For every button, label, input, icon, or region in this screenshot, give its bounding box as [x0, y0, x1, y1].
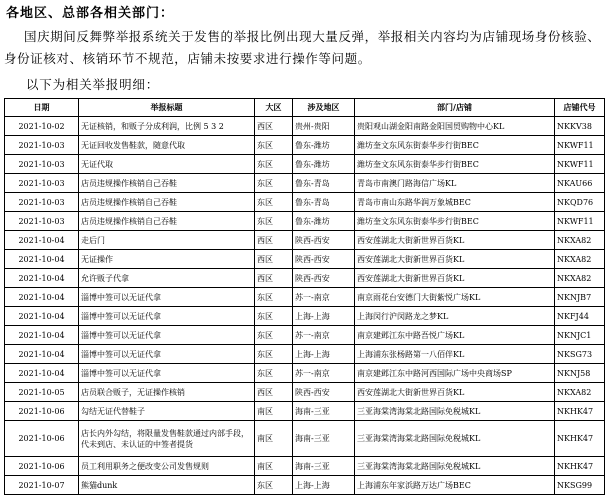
- cell-area: 苏一-南京: [293, 288, 355, 307]
- header-area: 涉及地区: [293, 99, 355, 117]
- table-row: [5, 155, 605, 174]
- table-row: [5, 457, 605, 476]
- header-title: 举报标题: [79, 99, 255, 117]
- table-row: [5, 307, 605, 326]
- cell-title: 店员违规操作核销自己吞鞋: [79, 212, 255, 231]
- cell-title: 允许贩子代拿: [79, 269, 255, 288]
- table-row: [5, 383, 605, 402]
- cell-region: 东区: [255, 364, 293, 383]
- header-region: 大区: [255, 99, 293, 117]
- cell-store: 潍坊奎文东风东街泰华步行街BEC: [355, 155, 555, 174]
- cell-store-code: NKKV38: [555, 117, 605, 136]
- cell-date: 2021-10-03: [5, 136, 79, 155]
- table-row: [5, 326, 605, 345]
- cell-title: 勾结无证代替鞋子: [79, 402, 255, 421]
- cell-region: 西区: [255, 269, 293, 288]
- cell-date: 2021-10-03: [5, 174, 79, 193]
- cell-store: 西安莲湖北大街新世界百货KL: [355, 250, 555, 269]
- cell-store-code: NKXA82: [555, 250, 605, 269]
- cell-date: 2021-10-04: [5, 231, 79, 250]
- report-table: [4, 98, 605, 495]
- cell-title: 熊猫dunk: [79, 476, 255, 495]
- cell-region: 东区: [255, 345, 293, 364]
- table-row: [5, 345, 605, 364]
- cell-region: 东区: [255, 155, 293, 174]
- cell-area: 苏一-南京: [293, 326, 355, 345]
- cell-store-code: NKAU66: [555, 174, 605, 193]
- cell-region: 西区: [255, 117, 293, 136]
- cell-store-code: NKSG73: [555, 345, 605, 364]
- cell-store-code: NKXA82: [555, 231, 605, 250]
- table-row: [5, 117, 605, 136]
- cell-date: 2021-10-06: [5, 402, 79, 421]
- cell-date: 2021-10-04: [5, 345, 79, 364]
- cell-store-code: NKQD76: [555, 193, 605, 212]
- cell-title: 无证核销，和贩子分成利润，比例 5 3 2: [79, 117, 255, 136]
- cell-region: 东区: [255, 288, 293, 307]
- cell-area: 鲁东-潍坊: [293, 155, 355, 174]
- cell-region: 西区: [255, 231, 293, 250]
- cell-store: 南京建邺江东中路吾悦广场KL: [355, 326, 555, 345]
- cell-store-code: NKNJC1: [555, 326, 605, 345]
- header-store-code: 店铺代号: [555, 99, 605, 117]
- cell-date: 2021-10-02: [5, 117, 79, 136]
- cell-store-code: NKFJ44: [555, 307, 605, 326]
- cell-region: 东区: [255, 174, 293, 193]
- cell-area: 鲁东-青岛: [293, 193, 355, 212]
- cell-date: 2021-10-06: [5, 457, 79, 476]
- cell-date: 2021-10-04: [5, 250, 79, 269]
- cell-store: 三亚海棠湾海棠北路国际免税城KL: [355, 457, 555, 476]
- cell-store: 三亚海棠湾海棠北路国际免税城KL: [355, 402, 555, 421]
- cell-store-code: NKXA82: [555, 269, 605, 288]
- cell-store: 西安莲湖北大街新世界百货KL: [355, 383, 555, 402]
- cell-area: 鲁东-潍坊: [293, 136, 355, 155]
- cell-title: 店长内外勾结，将限量发售鞋款通过内部手段，代未到店、未认证的中签者提货: [79, 421, 255, 457]
- table-row: [5, 269, 605, 288]
- table-row: [5, 212, 605, 231]
- cell-title: 淄博中签可以无证代拿: [79, 326, 255, 345]
- cell-store: 南京雨花台安德门大街紫悦广场KL: [355, 288, 555, 307]
- cell-date: 2021-10-07: [5, 476, 79, 495]
- cell-title: 淄博中签可以无证代拿: [79, 288, 255, 307]
- cell-store-code: NKHK47: [555, 402, 605, 421]
- cell-title: 店员违规操作核销自己吞鞋: [79, 193, 255, 212]
- cell-store: 西安莲湖北大街新世界百货KL: [355, 231, 555, 250]
- cell-date: 2021-10-03: [5, 193, 79, 212]
- header-date: 日期: [5, 99, 79, 117]
- notice-heading: 各地区、总部各相关部门：: [6, 6, 175, 21]
- table-row: [5, 364, 605, 383]
- cell-area: 陕西-西安: [293, 231, 355, 250]
- table-row: [5, 476, 605, 495]
- table-row: [5, 174, 605, 193]
- table-row: [5, 193, 605, 212]
- cell-date: 2021-10-04: [5, 269, 79, 288]
- cell-store: 潍坊奎文东风东街泰华步行街BEC: [355, 212, 555, 231]
- cell-store: 西安莲湖北大街新世界百货KL: [355, 269, 555, 288]
- cell-store-code: NKWF11: [555, 212, 605, 231]
- cell-date: 2021-10-03: [5, 155, 79, 174]
- cell-area: 鲁东-潍坊: [293, 212, 355, 231]
- cell-date: 2021-10-04: [5, 326, 79, 345]
- cell-store: 潍坊奎文东风东街泰华步行街BEC: [355, 136, 555, 155]
- cell-area: 陕西-西安: [293, 383, 355, 402]
- cell-store: 青岛市南山东路华润万象城BEC: [355, 193, 555, 212]
- cell-store: 青岛市南澳门路海信广场KL: [355, 174, 555, 193]
- cell-title: 店员违规操作核销自己吞鞋: [79, 174, 255, 193]
- cell-region: 东区: [255, 193, 293, 212]
- cell-area: 鲁东-青岛: [293, 174, 355, 193]
- cell-region: 西区: [255, 383, 293, 402]
- cell-region: 东区: [255, 307, 293, 326]
- cell-region: 东区: [255, 212, 293, 231]
- cell-title: 无证代取: [79, 155, 255, 174]
- cell-region: 东区: [255, 476, 293, 495]
- cell-store: 三亚海棠湾海棠北路国际免税城KL: [355, 421, 555, 457]
- table-row: [5, 231, 605, 250]
- notice-paragraph: 国庆期间反舞弊举报系统关于发售的举报比例出现大量反弹，举报相关内容均为店铺现场身份核验、身份证核对、核销环节不规范，店铺未按要求进行操作等问题。: [4, 29, 601, 66]
- cell-area: 贵州-贵阳: [293, 117, 355, 136]
- cell-region: 南区: [255, 457, 293, 476]
- cell-title: 无证操作: [79, 250, 255, 269]
- cell-area: 海南-三亚: [293, 402, 355, 421]
- cell-area: 上海-上海: [293, 307, 355, 326]
- cell-area: 陕西-西安: [293, 250, 355, 269]
- cell-region: 南区: [255, 402, 293, 421]
- table-row: [5, 288, 605, 307]
- table-row: [5, 250, 605, 269]
- cell-title: 无证回收发售鞋款，随意代取: [79, 136, 255, 155]
- table-row: [5, 421, 605, 457]
- table-intro: 以下为相关举报明细：: [26, 77, 160, 92]
- cell-area: 陕西-西安: [293, 269, 355, 288]
- cell-store: 南京建邺江东中路河西国际广场中央商场SP: [355, 364, 555, 383]
- cell-area: 苏一-南京: [293, 364, 355, 383]
- cell-area: 上海-上海: [293, 345, 355, 364]
- cell-title: 淄博中签可以无证代拿: [79, 345, 255, 364]
- cell-store-code: NKNJ58: [555, 364, 605, 383]
- cell-area: 海南-三亚: [293, 457, 355, 476]
- cell-title: 走后门: [79, 231, 255, 250]
- cell-store-code: NKXA82: [555, 383, 605, 402]
- cell-region: 东区: [255, 136, 293, 155]
- cell-store-code: NKNJB7: [555, 288, 605, 307]
- cell-store-code: NKHK47: [555, 421, 605, 457]
- cell-store: 上海浦东张杨路第一八佰伴KL: [355, 345, 555, 364]
- cell-title: 淄博中签可以无证代拿: [79, 364, 255, 383]
- cell-date: 2021-10-04: [5, 307, 79, 326]
- cell-date: 2021-10-04: [5, 364, 79, 383]
- cell-store-code: NKHK47: [555, 457, 605, 476]
- cell-store-code: NKWF11: [555, 136, 605, 155]
- cell-region: 东区: [255, 326, 293, 345]
- cell-store: 上海闵行沪闵路龙之梦KL: [355, 307, 555, 326]
- table-header-row: [5, 99, 605, 117]
- cell-area: 海南-三亚: [293, 421, 355, 457]
- cell-region: 南区: [255, 421, 293, 457]
- cell-store: 上海浦东年家浜路万达广场BEC: [355, 476, 555, 495]
- header-store: 部门/店铺: [355, 99, 555, 117]
- cell-date: 2021-10-03: [5, 212, 79, 231]
- cell-title: 淄博中签可以无证代拿: [79, 307, 255, 326]
- cell-date: 2021-10-06: [5, 421, 79, 457]
- cell-region: 西区: [255, 250, 293, 269]
- cell-store-code: NKWF11: [555, 155, 605, 174]
- cell-title: 员工利用职务之便改变公司发售规则: [79, 457, 255, 476]
- cell-store-code: NKSG99: [555, 476, 605, 495]
- cell-area: 上海-上海: [293, 476, 355, 495]
- cell-date: 2021-10-04: [5, 288, 79, 307]
- table-row: [5, 136, 605, 155]
- table-body: [5, 117, 605, 495]
- cell-title: 店员联合贩子，无证操作核销: [79, 383, 255, 402]
- cell-store: 贵阳观山湖金阳南路金阳国贸购物中心KL: [355, 117, 555, 136]
- cell-date: 2021-10-05: [5, 383, 79, 402]
- table-row: [5, 402, 605, 421]
